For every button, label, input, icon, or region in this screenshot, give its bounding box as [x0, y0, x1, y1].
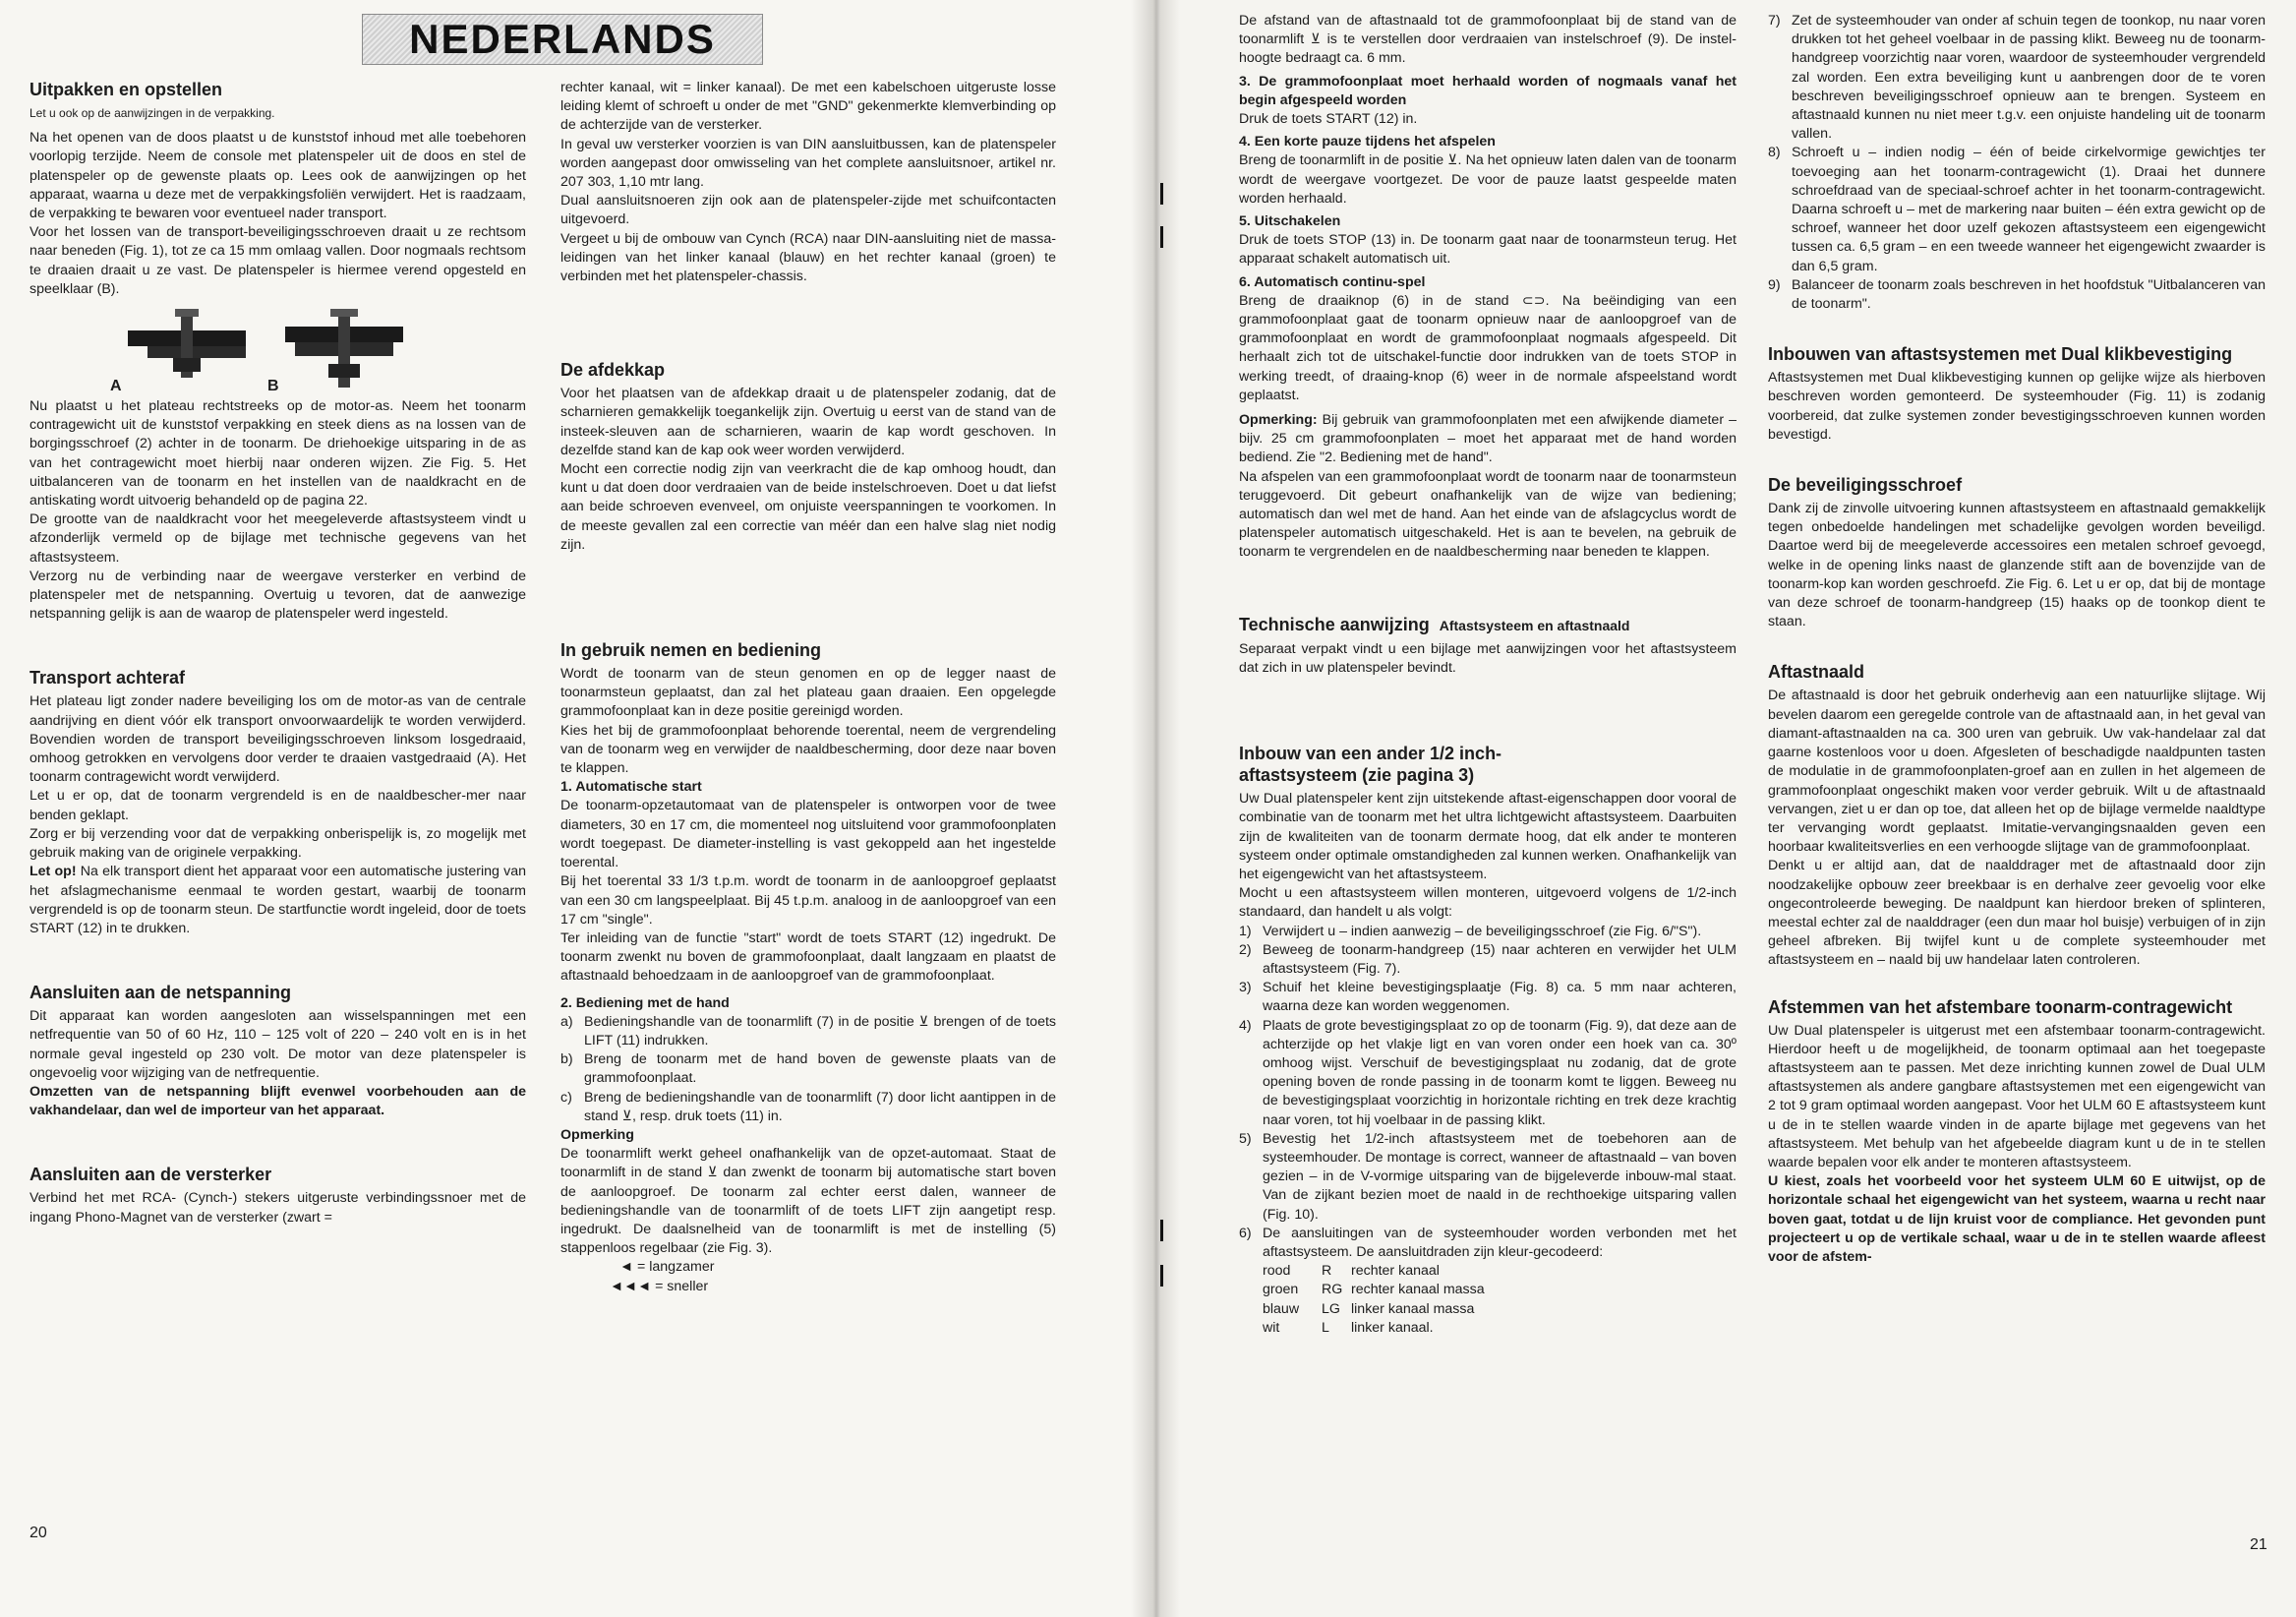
- list-item: 8) Schroeft u – indien nodig – één of beide cirkelvormige gewichtjes ter toevoeging aan het toonarm-contragewicht (1). Draai het dunnere schroefdraad van de speciaal-schroef achter in het toonarm-contragewicht. Daarna schroeft u – met de markering naar buiten – één extra gewicht op de schroef, wanneer het door uzelf gekozen aftastsysteem een eigengewicht tussen ca. 6,5 gram – en een tweede wanneer het eigengewicht zwaarder is dan 6,5 gram.: [1768, 145, 2266, 274]
- inbouw-p2: Mocht u een aftastsysteem willen monteren, uitgevoerd volgens de 1/2-inch standaard, dan handelt u als volgt:: [1239, 885, 1737, 921]
- transport-p4-text: Na elk transport dient het apparaat voor een automatische justering van het afslagmechanisme eenmaal te worden gestart, waarbij de toonarm vergrendeld is op de toonarm steun. De startfunctie wordt ingeleid, door de toets START (12) in te drukken.: [29, 864, 526, 936]
- uitpakken-note: Let u ook op de aanwijzingen in de verpakking.: [29, 106, 275, 120]
- contragewicht-p1: Uw Dual platenspeler is uitgerust met een afstembaar toonarm-contragewicht. Hierdoor heeft u de mogelijkheid, de toonarm optimaal aan het toegepaste aftastsysteem aan te passen. Met deze inrichting kunnen zowel de Dual ULM aftastsystemen als andere gangbare aftastsystemen met een eigengewicht van 2 tot 9 gram optimaal worden aangepast. Voor het ULM 60 E aftastsysteem kunt u de in te stellen waarde vinden in de aparte bijlage met gegevens van het aftastsysteem. Met behulp van het afgebeelde diagram kunt u de in te stellen waarde bepalen voor elk ander te monteren aftastsysteem.: [1768, 1022, 2266, 1170]
- gebruik-p1: Wordt de toonarm van de steun genomen en op de legger naast de toonarmsteun geplaatst, dan zal het plateau gaan draaien. Een opgelegde grammofoonplaat kan in deze positie gereinigd worden.: [560, 666, 1056, 720]
- section-title-technisch: Technische aanwijzing Aftastsysteem en aftastnaald: [1239, 614, 1630, 634]
- right-column-2: [1768, 12, 2266, 1267]
- banner-title: NEDERLANDS: [409, 16, 716, 62]
- versterker-p4: Vergeet u bij de ombouw van Cynch (RCA) naar DIN-aansluiting niet de massa-leidingen van het linker kanaal (blauw) en het rechter kanaal (groen) te verbinden met het platenspeler-chassis.: [560, 230, 1056, 285]
- contragewicht-p2: U kiest, zoals het voorbeeld voor het systeem ULM 60 E uitwijst, op de horizontale schaal het eigengewicht van het systeem, waarna u recht naar boven gaat, totdat u de lijn kruist voor de compliance. Het gevonden punt projecteert u op de vertikale schaal, waar u de in te stellen waarde afleest voor de afstem-: [1768, 1173, 2266, 1265]
- color-code-row: rood R rechter kanaal: [1263, 1263, 1440, 1280]
- page-number-right: 21: [2250, 1536, 2267, 1553]
- gebruik-opmerking2-text: Bij gebruik van grammofoonplaten met een afwijkende diameter – bijv. 25 cm grammofoonplaten – moet het apparaat met de hand worden bediend. Zie "2. Bediening met de hand".: [1239, 412, 1737, 466]
- gebruik-p2: Kies het bij de grammofoonplaat behorende toerental, neem de vergrendeling van de toonarm weg en verwijder de naaldbescherming, door deze naar boven te klappen.: [560, 722, 1056, 777]
- margin-mark: [1160, 1220, 1163, 1241]
- afdekkap-p2: Mocht een correctie nodig zijn van veerkracht die de kap omhoog houdt, dan kunt u dat doen door verdraaien van de beide instelschroeven. Doet u dat liefst aan beide schroeven evenveel, om onjuiste veerspanningen te voorkomen. In de meeste gevallen zal een correctie van méér dan een halve slag niet nodig zijn.: [560, 461, 1056, 553]
- margin-mark: [1160, 1265, 1163, 1287]
- page-number-left: 20: [29, 1525, 47, 1541]
- list-item: a) Bedieningshandle van de toonarmlift (7) in de positie ⊻ brengen of de toets LIFT (11) indrukken.: [560, 1013, 1056, 1048]
- transport-p1: Het plateau ligt zonder nadere beveiliging los om de motor-as van de centrale aandrijving en dient vóór elk transport onvoorwaardelijk te worden verwijderd. Bovendien worden de transport beveiligingsschroeven linksom losgedraaid, omhoog getrokken en vervolgens door verder te draaien vastgedraaid (A). Het toonarm contragewicht wordt verwijderd.: [29, 693, 526, 786]
- uitpakken-p2: Voor het lossen van de transport-beveiligingsschroeven draait u ze rechtsom naar beneden (Fig. 1), tot ze ca 15 mm omlaag vallen. Door nogmaals rechtsom te draaien draait u ze vast. De platenspeler is hiermee verend opgesteld en speelklaar (B).: [29, 224, 526, 297]
- left-column-1: [29, 79, 526, 1228]
- versterker-p3: Dual aansluitsnoeren zijn ook aan de platenspeler-zijde met schuifcontacten uitgevoerd.: [560, 193, 1056, 228]
- figure-a: [110, 309, 246, 394]
- left-column-2: [560, 79, 1056, 1296]
- figure-transport-screws: [29, 309, 526, 394]
- section-title-naald: Aftastnaald: [1768, 662, 1865, 683]
- list-item: 7) Zet de systeemhouder van onder af schuin tegen de toonkop, nu naar voren drukken tot het geheel voelbaar in de passing klikt. Beweeg nu de toonarm-handgreep voorzichtig naar voren, waardoor de systeemhouder vergrendeld zal worden. Een extra beveiliging kunt u aanbrengen door de te voren beschreven beveiligingsschroef opnieuw aan te brengen. Systeem en aftastnaald kunnen nu niet meer t.g.v. een onjuiste handeling uit de toonarm vallen.: [1768, 13, 2266, 143]
- figure-b: [267, 309, 403, 394]
- gebruik-s2-title: 2. Bediening met de hand: [560, 994, 730, 1011]
- section-title-gebruik: In gebruik nemen en bediening: [560, 640, 822, 661]
- list-item: 5) Bevestig het 1/2-inch aftastsysteem met de toebehoren aan de systeemhouder. De montage is correct, wanneer de aftastnaald – van boven gezien – in de V-vormige uitsparing van de bijgeleverde inbouw-mal staat. Van de zijkant bezien moet de naald in de rechthoekige uitsparing vallen (Fig. 10).: [1239, 1130, 1737, 1223]
- gebruik-opmerking2-lead: Opmerking:: [1239, 412, 1318, 429]
- gebruik-s1-title: 1. Automatische start: [560, 779, 702, 796]
- versterker-p1-cont: rechter kanaal, wit = linker kanaal). De met een kabelschoen uitgeruste losse leiding klemt of schroeft u onder de met "GND" gekenmerkte klemverbinding op de achterzijde van de versterker.: [560, 80, 1056, 134]
- section-title-uitpakken: Uitpakken en opstellen: [29, 80, 223, 99]
- versterker-p1: Verbind het met RCA- (Cynch-) stekers uitgeruste verbindingssnoer met de ingang Phono-Magnet van de versterker (zwart =: [29, 1190, 526, 1226]
- section-title-inbouw: Inbouw van een ander 1/2 inch-aftastsysteem (zie pagina 3): [1239, 744, 1502, 786]
- book-gutter: [1131, 0, 1180, 1617]
- list-item: 6) De aansluitingen van de systeemhouder worden verbonden met het aftastsysteem. De aansluitdraden zijn kleur-gecodeerd:: [1239, 1225, 1737, 1260]
- technisch-subtitle: Aftastsysteem en aftastnaald: [1439, 617, 1630, 633]
- language-banner: [362, 14, 763, 65]
- versterker-p2: In geval uw versterker voorzien is van DIN aansluitbussen, kan de platenspeler worden aangepast door omwisseling van het complete aansluitsnoer, artikel nr. 207 303, 1,10 mtr lang.: [560, 136, 1056, 191]
- color-code-row: wit L linker kanaal.: [1263, 1319, 1434, 1336]
- uitpakken-p3: Nu plaatst u het plateau rechtstreeks op de motor-as. Neem het toonarm contragewicht uit de kunststof verpakking en steek diens as na lossen van de borgingsschroef (2) achter in de toonarm. De driehoekige uitsparing in de as van het contragewicht moet hierbij naar onderen wijzen. Zie Fig. 5. Het uitbalanceren van de toonarm en het instellen van de naaldkracht en de antiskating wordt uitvoerig behandeld op de pagina 22.: [29, 398, 526, 509]
- gebruik-opmerking-p: De toonarmlift werkt geheel onafhankelijk van de opzet-automaat. Staat de toonarmlift in de stand ⊻ dan zwenkt de toonarm bij automatische start boven de aanloopgroef. De toonarm zal echter eerst dalen, wanneer de bedieningshandle van de toonarmlift of de toets LIFT zijn aangetipt resp. ingedrukt. De daalsnelheid van de toonarmlift is met de instelling (5) stappenloos regelbaar (zie Fig. 3).: [560, 1146, 1056, 1257]
- list-item: 9) Balanceer de toonarm zoals beschreven in het hoofdstuk "Uitbalanceren van de toonarm".: [1768, 276, 2266, 313]
- figure-b-label: B: [267, 377, 279, 394]
- color-code-row: groen RG rechter kanaal massa: [1263, 1282, 1485, 1298]
- naald-p2: Denkt u er altijd aan, dat de naalddrager met de aftastnaald door zijn noodzakelijke opbouw zeer breekbaar is en derhalve zeer gevoelig voor elke ongecontroleerde beweging. De naaldpunt kan hierdoor breken of splinteren, meestal echter zal de naalddrager (een dun maar hol buisje) verbuigen of in zijn geheel afbreken. Bij twijfel kunt u de complete systeemhouder met aftastsysteem en – naald bij uw handelaar laten controleren.: [1768, 858, 2266, 969]
- transport-p4: [29, 863, 526, 938]
- section-title-schroef: De beveiligingsschroef: [1768, 475, 1963, 496]
- gebruik-s1-p1: De toonarm-opzetautomaat van de platenspeler is ontworpen voor de twee diameters, 30 en 17 cm, die momenteel nog uitsluitend voor grammofoonplaten wordt toegepast. De diameter-instelling is vast gekoppeld aan het ingestelde toerental.: [560, 798, 1056, 871]
- gebruik-opmerking2: [1239, 411, 1737, 468]
- gebruik-s3-p: Druk de toets START (12) in.: [1239, 111, 1418, 128]
- gebruik-s4-p: Breng de toonarmlift in de positie ⊻. Na het opnieuw laten dalen van de toonarm wordt de weergave voortgezet. De voor de pauze laatst gespeelde maten worden herhaald.: [1239, 152, 1737, 207]
- gebruik-r-p1: De afstand van de aftastnaald tot de grammofoonplaat bij de stand van de toonarmlift ⊻ is te verstellen door verdraaien van instelschroef (9). De instel-hoogte bedraagt ca. 6 mm.: [1239, 13, 1737, 67]
- gebruik-s4-title: 4. Een korte pauze tijdens het afspelen: [1239, 134, 1496, 150]
- klik-p1: Aftastsystemen met Dual klikbevestiging kunnen op gelijke wijze als hierboven beschreven worden gemonteerd. De systeemhouder (Fig. 11) is zodanig voorbereid, dat zulke systemen zonder bevestigingsschroeven kunnen worden bevestigd.: [1768, 370, 2266, 443]
- gebruik-opmerking-title: Opmerking: [560, 1126, 634, 1143]
- section-title-klik: Inbouwen van aftastsystemen met Dual klikbevestiging: [1768, 344, 2233, 365]
- netspanning-p1: Dit apparaat kan worden aangesloten aan wisselspanningen met een netfrequentie van 50 of 60 Hz, 110 – 125 volt of 220 – 240 volt en is in het normale geval ingesteld op 230 volt. De motor van deze platenspeler is ongevoelig voor wijziging van de netfrequentie.: [29, 1008, 526, 1081]
- figure-a-drawing: [128, 309, 246, 391]
- figure-b-drawing: [285, 309, 403, 391]
- list-item: 2) Beweeg de toonarm-handgreep (15) naar achteren en verwijder het ULM aftastsysteem (Fig. 7).: [1239, 941, 1737, 977]
- gebruik-opmerking2-p2: Na afspelen van een grammofoonplaat wordt de toonarm naar de toonarmsteun teruggevoerd. Dit gebeurt onafhankelijk van de wijze van bediening; automatisch dan wel met de hand. Aan het einde van de afslagcyclus wordt de platenspeler automatisch uitgeschakeld. Het is aan te bevelen, na gebruik de toonarm te vergrendelen en de naaldbescherming naar beneden te klappen.: [1239, 468, 1737, 561]
- speed-slow: ◄ = langzamer: [619, 1259, 715, 1276]
- section-title-netspanning: Aansluiten aan de netspanning: [29, 983, 292, 1003]
- gebruik-s6-title: 6. Automatisch continu-spel: [1239, 273, 1426, 290]
- section-title-versterker: Aansluiten aan de versterker: [29, 1165, 272, 1185]
- margin-mark: [1160, 183, 1163, 205]
- uitpakken-p4: De grootte van de naaldkracht voor het meegeleverde aftastsysteem vindt u afzonderlijk vermeld op de bijlage met technische gegevens van het aftastsysteem.: [29, 511, 526, 566]
- afdekkap-p1: Voor het plaatsen van de afdekkap draait u de platenspeler zodanig, dat de scharnieren gemakkelijk toegankelijk zijn. Overtuig u eerst van de stand van de insteek-sleuven aan de scharnieren, waarin de kap wordt geschoven. In dezelfde stand kan de kap ook weer worden verwijderd.: [560, 386, 1056, 458]
- color-code-row: blauw LG linker kanaal massa: [1263, 1300, 1475, 1317]
- gebruik-s2-list: [560, 1013, 1056, 1126]
- gebruik-s1-p3: Ter inleiding van de functie "start" wordt de toets START (12) ingedrukt. De toonarm zwenkt nu boven de grammofoonplaat, daalt langzaam en plaatst de aftastnaald behoedzaam in de aanloopgroef van de grammofoonplaat.: [560, 929, 1056, 985]
- list-item: 1) Verwijdert u – indien aanwezig – de beveiligingsschroef (zie Fig. 6/"S").: [1239, 923, 1702, 939]
- list-item: c) Breng de bedieningshandle van de toonarmlift (7) door licht aantippen in de stand ⊻, resp. druk toets (11) in.: [560, 1089, 1056, 1124]
- margin-mark: [1160, 226, 1163, 248]
- uitpakken-p5: Verzorg nu de verbinding naar de weergave versterker en verbind de platenspeler met de netspanning. Overtuig u tevoren, dat de aanwezige netspanning gelijk is aan de waarop de platenspeler werd ingesteld.: [29, 568, 526, 623]
- transport-p2: Let u er op, dat de toonarm vergrendeld is en de naaldbescher-mer naar benden geklapt.: [29, 788, 526, 823]
- section-title-transport: Transport achteraf: [29, 668, 186, 689]
- section-title-contragewicht: Afstemmen van het afstembare toonarm-contragewicht: [1768, 996, 2233, 1017]
- right-column-1: [1239, 12, 1737, 1338]
- figure-a-label: A: [110, 377, 122, 394]
- list-item: b) Breng de toonarm met de hand boven de gewenste plaats van de grammofoonplaat.: [560, 1051, 1056, 1087]
- transport-p3: Zorg er bij verzending voor dat de verpakking onberispelijk is, zo mogelijk met gebruik making van de originele verpakking.: [29, 825, 526, 862]
- color-code-table: [1239, 1262, 1737, 1338]
- gebruik-s5-title: 5. Uitschakelen: [1239, 213, 1341, 230]
- section-title-afdekkap: De afdekkap: [560, 360, 666, 381]
- inbouw-steps: [1239, 923, 1737, 1263]
- uitpakken-p1: Na het openen van de doos plaatst u de kunststof inhoud met alle toebehoren voorlopig terzijde. Neem de console met platenspeler uit de doos en stel de platenspeler op de gewenste plaats op. Lees ook de aanwijzingen op het apparaat, waarna u deze met de verpakkingsfoliën verwijdert. Het is raadzaam, de verpakking te bewaren voor eventueel nader transport.: [29, 130, 526, 222]
- netspanning-p2: Omzetten van de netspanning blijft evenwel voorbehouden aan de vakhandelaar, dan wel de importeur van het apparaat.: [29, 1083, 526, 1119]
- naald-p1: De aftastnaald is door het gebruik onderhevig aan een natuurlijke slijtage. Wij bevelen daarom een geregelde controle van de aftastnaald aan, in het geval van diamant-aftastnaalden na ca. 300 uren van gebruik. Uw vak-handelaar zal dat gaarne kostenloos voor u doen. Afgesleten of beschadigde naaldpunten tasten de modulatie in de grammofoonplaten-groef aan en zullen in het algemeen de grammofoonplaat ongeschikt maken voor verder gebruik. Wilt u de aftastnaald vervangen, ziet u er dan op toe, dat alleen het op de bijlage vermelde naaldtype ter vervanging wordt geplaatst. Imitatie-vervangingsnaalden geven een hoorbaar kwaliteitsverlies en een verhoogde slijtage van de grammofoonplaat.: [1768, 688, 2266, 856]
- gebruik-s5-p: Druk de toets STOP (13) in. De toonarm gaat naar de toonarmsteun terug. Het apparaat schakelt automatisch uit.: [1239, 232, 1737, 268]
- gebruik-s6-p: Breng de draaiknop (6) in de stand ⊂⊃. Na beëindiging van een grammofoonplaat gaat de toonarm opnieuw naar de aanloopgroef van de grammofoonplaat en wordt de grammofoonplaat nogmaals afgespeeld. Dit herhaalt zich tot de uitschakel-functie door indrukken van de toets STOP in werking treedt, of draaing-knop (6) weer in de normale afspeelstand wordt geplaatst.: [1239, 292, 1737, 403]
- schroef-p1: Dank zij de zinvolle uitvoering kunnen aftastsysteem en aftastnaald gemakkelijk tegen onbedoelde handelingen met schadelijke gevolgen worden beveiligd. Daartoe werd bij de meegeleverde accessoires een metalen schroef gevoegd, welke in de opening links naast de glanzende stift aan de bovenzijde van de toonarm-kop kan worden geschroefd. Zie Fig. 6. Let u er op, dat bij de montage van deze schroef de toonarm-handgreep (15) haaks op de toonkop dient te staan.: [1768, 501, 2266, 630]
- speed-fast: ◄◄◄ = sneller: [610, 1278, 709, 1294]
- gebruik-s3-title: 3. De grammofoonplaat moet herhaald worden of nogmaals vanaf het begin afgespeeld worden: [1239, 73, 1737, 108]
- list-item: 4) Plaats de grote bevestigingsplaat zo op de toonarm (Fig. 9), dat deze aan de achterzijde op het vlakje ligt en van voren onder een hoek van ca. 30º omhoog wijst. Verschuif de bevestigingsplaat nu zodanig, dat de grote opening boven de ronde passing in de toonarm komt te liggen. Beweeg nu de bevestigingsplaat voorzichtig in horizontale richting en trek deze krachtig naar voren, tot hij voelbaar in de passing klikt.: [1239, 1017, 1737, 1128]
- gebruik-s1-p2: Bij het toerental 33 1/3 t.p.m. wordt de toonarm in de aanloopgroef geplaatst van een 30 cm langspeelplaat. Bij 45 t.p.m. analoog in de aanloopgroef van een 17 cm "single".: [560, 873, 1056, 928]
- technisch-p1: Separaat verpakt vindt u een bijlage met aanwijzingen voor het aftastsysteem dat zich in uw platenspeler bevindt.: [1239, 640, 1737, 676]
- inbouw-steps-continued: [1768, 12, 2266, 314]
- list-item: 3) Schuif het kleine bevestigingsplaatje (Fig. 8) ca. 5 mm naar achteren, waarna deze kan worden weggenomen.: [1239, 980, 1737, 1015]
- transport-p4-lead: Let op!: [29, 864, 77, 880]
- inbouw-p1: Uw Dual platenspeler kent zijn uitstekende aftast-eigenschappen door vooral de combinatie van de toonarm met het ultra lichtgewicht aftastsysteem. Daarbuiten zijn de kwaliteiten van de toonarm dermate hoog, dat elk ander te monteren systeem onder optimale omstandigheden zal kunnen werken. Onafhankelijk van het eigengewicht van het aftastsysteem.: [1239, 791, 1737, 882]
